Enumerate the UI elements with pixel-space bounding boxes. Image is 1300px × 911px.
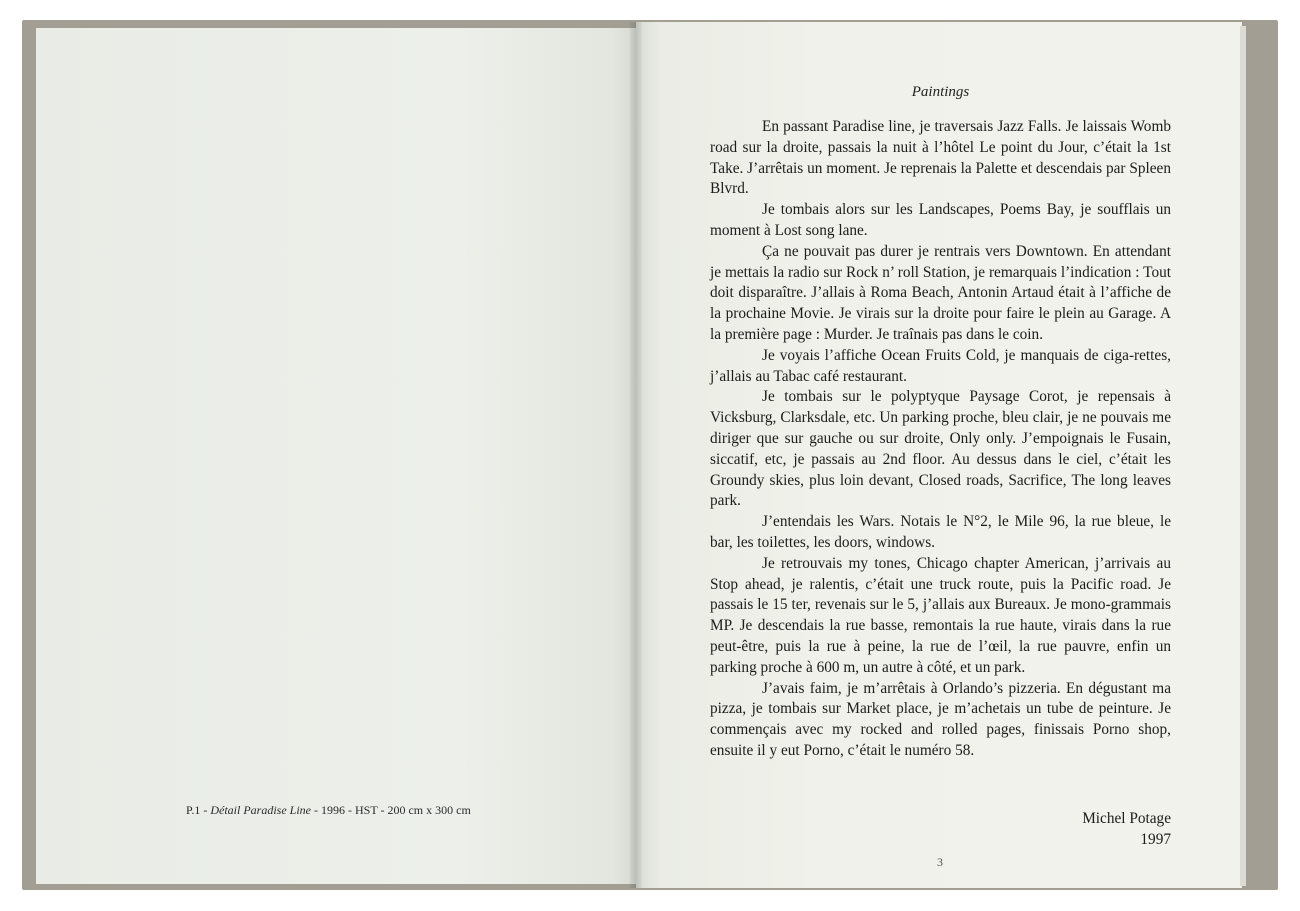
paragraph: J’avais faim, je m’arrêtais à Orlando’s pizzeria. En dégustant ma pizza, je tombais sur Market place, je m’achetais un tube de peinture. Je commençais avec my rocked and rolled pages, finissais Porno shop, ensuite il y eut Porno, c’était le numéro 58.	[710, 679, 1171, 759]
paragraph: J’entendais les Wars. Notais le N°2, le Mile 96, la rue bleue, le bar, les toilettes, les doors, windows.	[710, 513, 1171, 551]
body-text	[710, 117, 1171, 762]
left-page	[36, 28, 636, 884]
signature	[900, 808, 1171, 850]
paragraph: Je retrouvais my tones, Chicago chapter American, j’arrivais au Stop ahead, je ralentis, c’était une truck route, puis la Pacific road. Je passais le 15 ter, revenais sur le 5, j’allais aux Bureaux. Je mono-grammais MP. Je descendais la rue basse, remontais la rue haute, virais dans la rue peut-être, puis la rue à peine, la rue de l’œil, la rue pauvre, enfin un parking proche à 600 m, un autre à côté, et un park.	[710, 554, 1171, 676]
author-name: Michel Potage	[1082, 810, 1171, 827]
caption-title: Détail Paradise Line	[210, 803, 312, 817]
signature-year: 1997	[1140, 831, 1171, 848]
paragraph: Je tombais alors sur les Landscapes, Poems Bay, je soufflais un moment à Lost song lane.	[710, 201, 1171, 239]
page-heading: Paintings	[911, 84, 970, 100]
paragraph: Je tombais sur le polyptyque Paysage Corot, je repensais à Vicksburg, Clarksdale, etc. Un parking proche, bleu clair, je ne pouvais me diriger que sur gauche ou sur droite, Only only. J’empoignais le Fusain, siccatif, etc, je passais au 2nd floor. Au dessus dans le ciel, c’était les Groundy skies, plus loin devant, Closed roads, Sacrifice, The long leaves park.	[710, 388, 1171, 510]
paragraph: Je voyais l’affiche Ocean Fruits Cold, je manquais de ciga-rettes, j’allais au Tabac café restaurant.	[710, 346, 1171, 385]
paragraph: En passant Paradise line, je traversais Jazz Falls. Je laissais Womb road sur la droite, passais la nuit à l’hôtel Le point du Jour, c’était la 1st Take. J’arrêtais un moment. Je reprenais la Palette et descendais par Spleen Blvrd.	[710, 118, 1171, 198]
paragraph: Ça ne pouvait pas durer je rentrais vers Downtown. En attendant je mettais la radio sur Rock n’ roll Station, je remarquais l’indication : Tout doit disparaître. J’allais à Roma Beach, Antonin Artaud était à l’affiche de la prochaine Movie. Je virais sur la droite pour faire le plein au Garage. A la première page : Murder. Je traînais pas dans le coin.	[710, 242, 1171, 343]
page-edge	[1240, 26, 1246, 886]
book-gutter	[630, 22, 642, 888]
caption-prefix: P.1 -	[186, 803, 211, 817]
image-caption	[186, 803, 471, 818]
caption-details: - 1996 - HST - 200 cm x 300 cm	[311, 803, 471, 817]
page-number: 3	[937, 855, 943, 869]
